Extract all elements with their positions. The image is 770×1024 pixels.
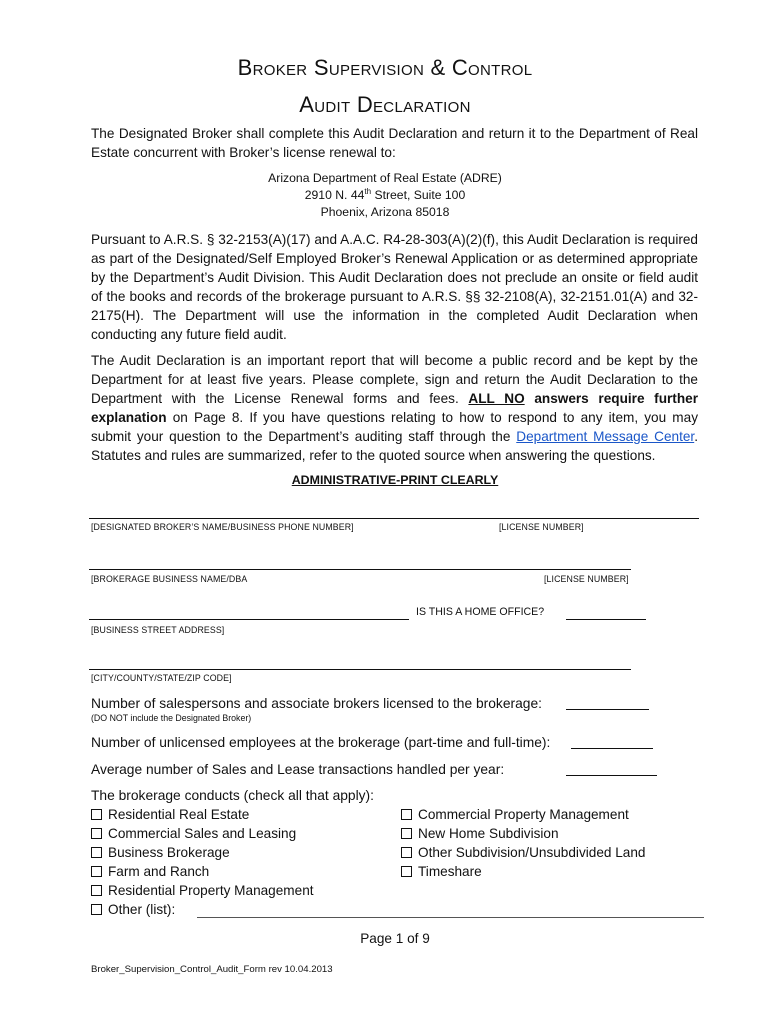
checkbox-timeshare[interactable]: Timeshare — [401, 862, 482, 881]
checkbox-farm-ranch[interactable]: Farm and Ranch — [91, 862, 209, 881]
checkbox-square-icon[interactable] — [91, 809, 102, 820]
checkbox-other-list[interactable]: Other (list): — [91, 900, 175, 919]
business-name-label: [BROKERAGE BUSINESS NAME/DBA — [91, 574, 248, 584]
checkbox-square-icon[interactable] — [91, 866, 102, 877]
intro-paragraph: The Designated Broker shall complete this Audit Declaration and return it to the Department of Real Estate concurrent with Broker’s license renewal to: — [91, 126, 698, 160]
admin-heading: ADMINISTRATIVE-PRINT CLEARLY — [291, 473, 499, 487]
salespersons-note: (DO NOT include the Designated Broker) — [91, 713, 252, 723]
all-no-emphasis: ALL NO — [468, 391, 525, 406]
title-line-2: Audit Declaration — [299, 92, 471, 117]
conducts-question: The brokerage conducts (check all that apply): — [91, 788, 374, 803]
address-line-1: Arizona Department of Real Estate (ADRE) — [268, 171, 502, 185]
checkbox-square-icon[interactable] — [401, 809, 412, 820]
checkbox-residential-property-management[interactable]: Residential Property Management — [91, 881, 314, 900]
checkbox-commercial-property-management[interactable]: Commercial Property Management — [401, 805, 629, 824]
checkbox-square-icon[interactable] — [401, 828, 412, 839]
title-line-1: Broker Supervision & Control — [237, 55, 533, 80]
checkbox-square-icon[interactable] — [401, 847, 412, 858]
business-name-line[interactable] — [89, 569, 631, 570]
address-block — [0, 170, 770, 221]
checkbox-new-home-subdivision[interactable]: New Home Subdivision — [401, 824, 559, 843]
checkbox-square-icon[interactable] — [91, 828, 102, 839]
city-label: [CITY/COUNTY/STATE/ZIP CODE] — [91, 673, 232, 683]
license-number-label-2: [LICENSE NUMBER] — [544, 574, 629, 584]
salespersons-answer-line[interactable] — [566, 709, 649, 710]
other-list-line[interactable] — [197, 917, 704, 918]
unlicensed-question: Number of unlicensed employees at the brokerage (part-time and full-time): — [91, 735, 551, 750]
address-line-2: 2910 N. 44th Street, Suite 100 — [304, 186, 466, 202]
address-line-3: Phoenix, Arizona 85018 — [320, 205, 450, 219]
transactions-answer-line[interactable] — [566, 775, 657, 776]
city-line[interactable] — [89, 669, 631, 670]
home-office-question: IS THIS A HOME OFFICE? — [416, 606, 545, 618]
checkbox-other-subdivision[interactable]: Other Subdivision/Unsubdivided Land — [401, 843, 645, 862]
license-number-label-1: [LICENSE NUMBER] — [499, 522, 584, 532]
street-address-label: [BUSINESS STREET ADDRESS] — [91, 625, 225, 635]
checkbox-commercial-sales-leasing[interactable]: Commercial Sales and Leasing — [91, 824, 296, 843]
checkbox-business-brokerage[interactable]: Business Brokerage — [91, 843, 230, 862]
broker-name-line[interactable] — [89, 518, 699, 519]
form-revision: Broker_Supervision_Control_Audit_Form rev 10.04.2013 — [91, 964, 333, 975]
home-office-answer-line[interactable] — [566, 619, 646, 620]
checkbox-residential-real-estate[interactable]: Residential Real Estate — [91, 805, 249, 824]
checkbox-square-icon[interactable] — [91, 847, 102, 858]
street-address-line[interactable] — [89, 619, 409, 620]
broker-name-label: [DESIGNATED BROKER’S NAME/BUSINESS PHONE NUMBER] — [91, 522, 354, 532]
checkbox-square-icon[interactable] — [401, 866, 412, 877]
unlicensed-answer-line[interactable] — [571, 748, 653, 749]
page-number: Page 1 of 9 — [360, 931, 430, 946]
salespersons-question: Number of salespersons and associate brokers licensed to the brokerage: — [91, 696, 542, 711]
pursuant-paragraph: Pursuant to A.R.S. § 32-2153(A)(17) and A.A.C. R4-28-303(A)(2)(f), this Audit Declaration is required as part of the Designated/Self Employed Broker’s Renewal Application or as determined appropriate by the Department’s Audit Division. This Audit Declaration does not preclude an onsite or field audit of the books and records of the brokerage pursuant to A.R.S. §§ 32-2108(A), 32-2151.01(A) and 32-2175(H). The Department will use the information in the completed Audit Declaration when conducting any future field audit. — [91, 232, 698, 342]
checkbox-square-icon[interactable] — [91, 904, 102, 915]
important-paragraph: The Audit Declaration is an important report that will become a public record and be kept by the Department for at least five years. Please complete, sign and return the Audit Declaration to the Department with the License Renewal forms and fees. ALL NO answers require further explanation on Page 8. If you have questions relating to how to respond to any item, you may submit your question to the Department’s auditing staff through the Department Message Center. Statutes and rules are summarized, refer to the quoted source when answering the questions. — [91, 353, 698, 463]
department-message-center-link[interactable]: Department Message Center — [516, 429, 695, 444]
transactions-question: Average number of Sales and Lease transactions handled per year: — [91, 762, 505, 777]
checkbox-square-icon[interactable] — [91, 885, 102, 896]
